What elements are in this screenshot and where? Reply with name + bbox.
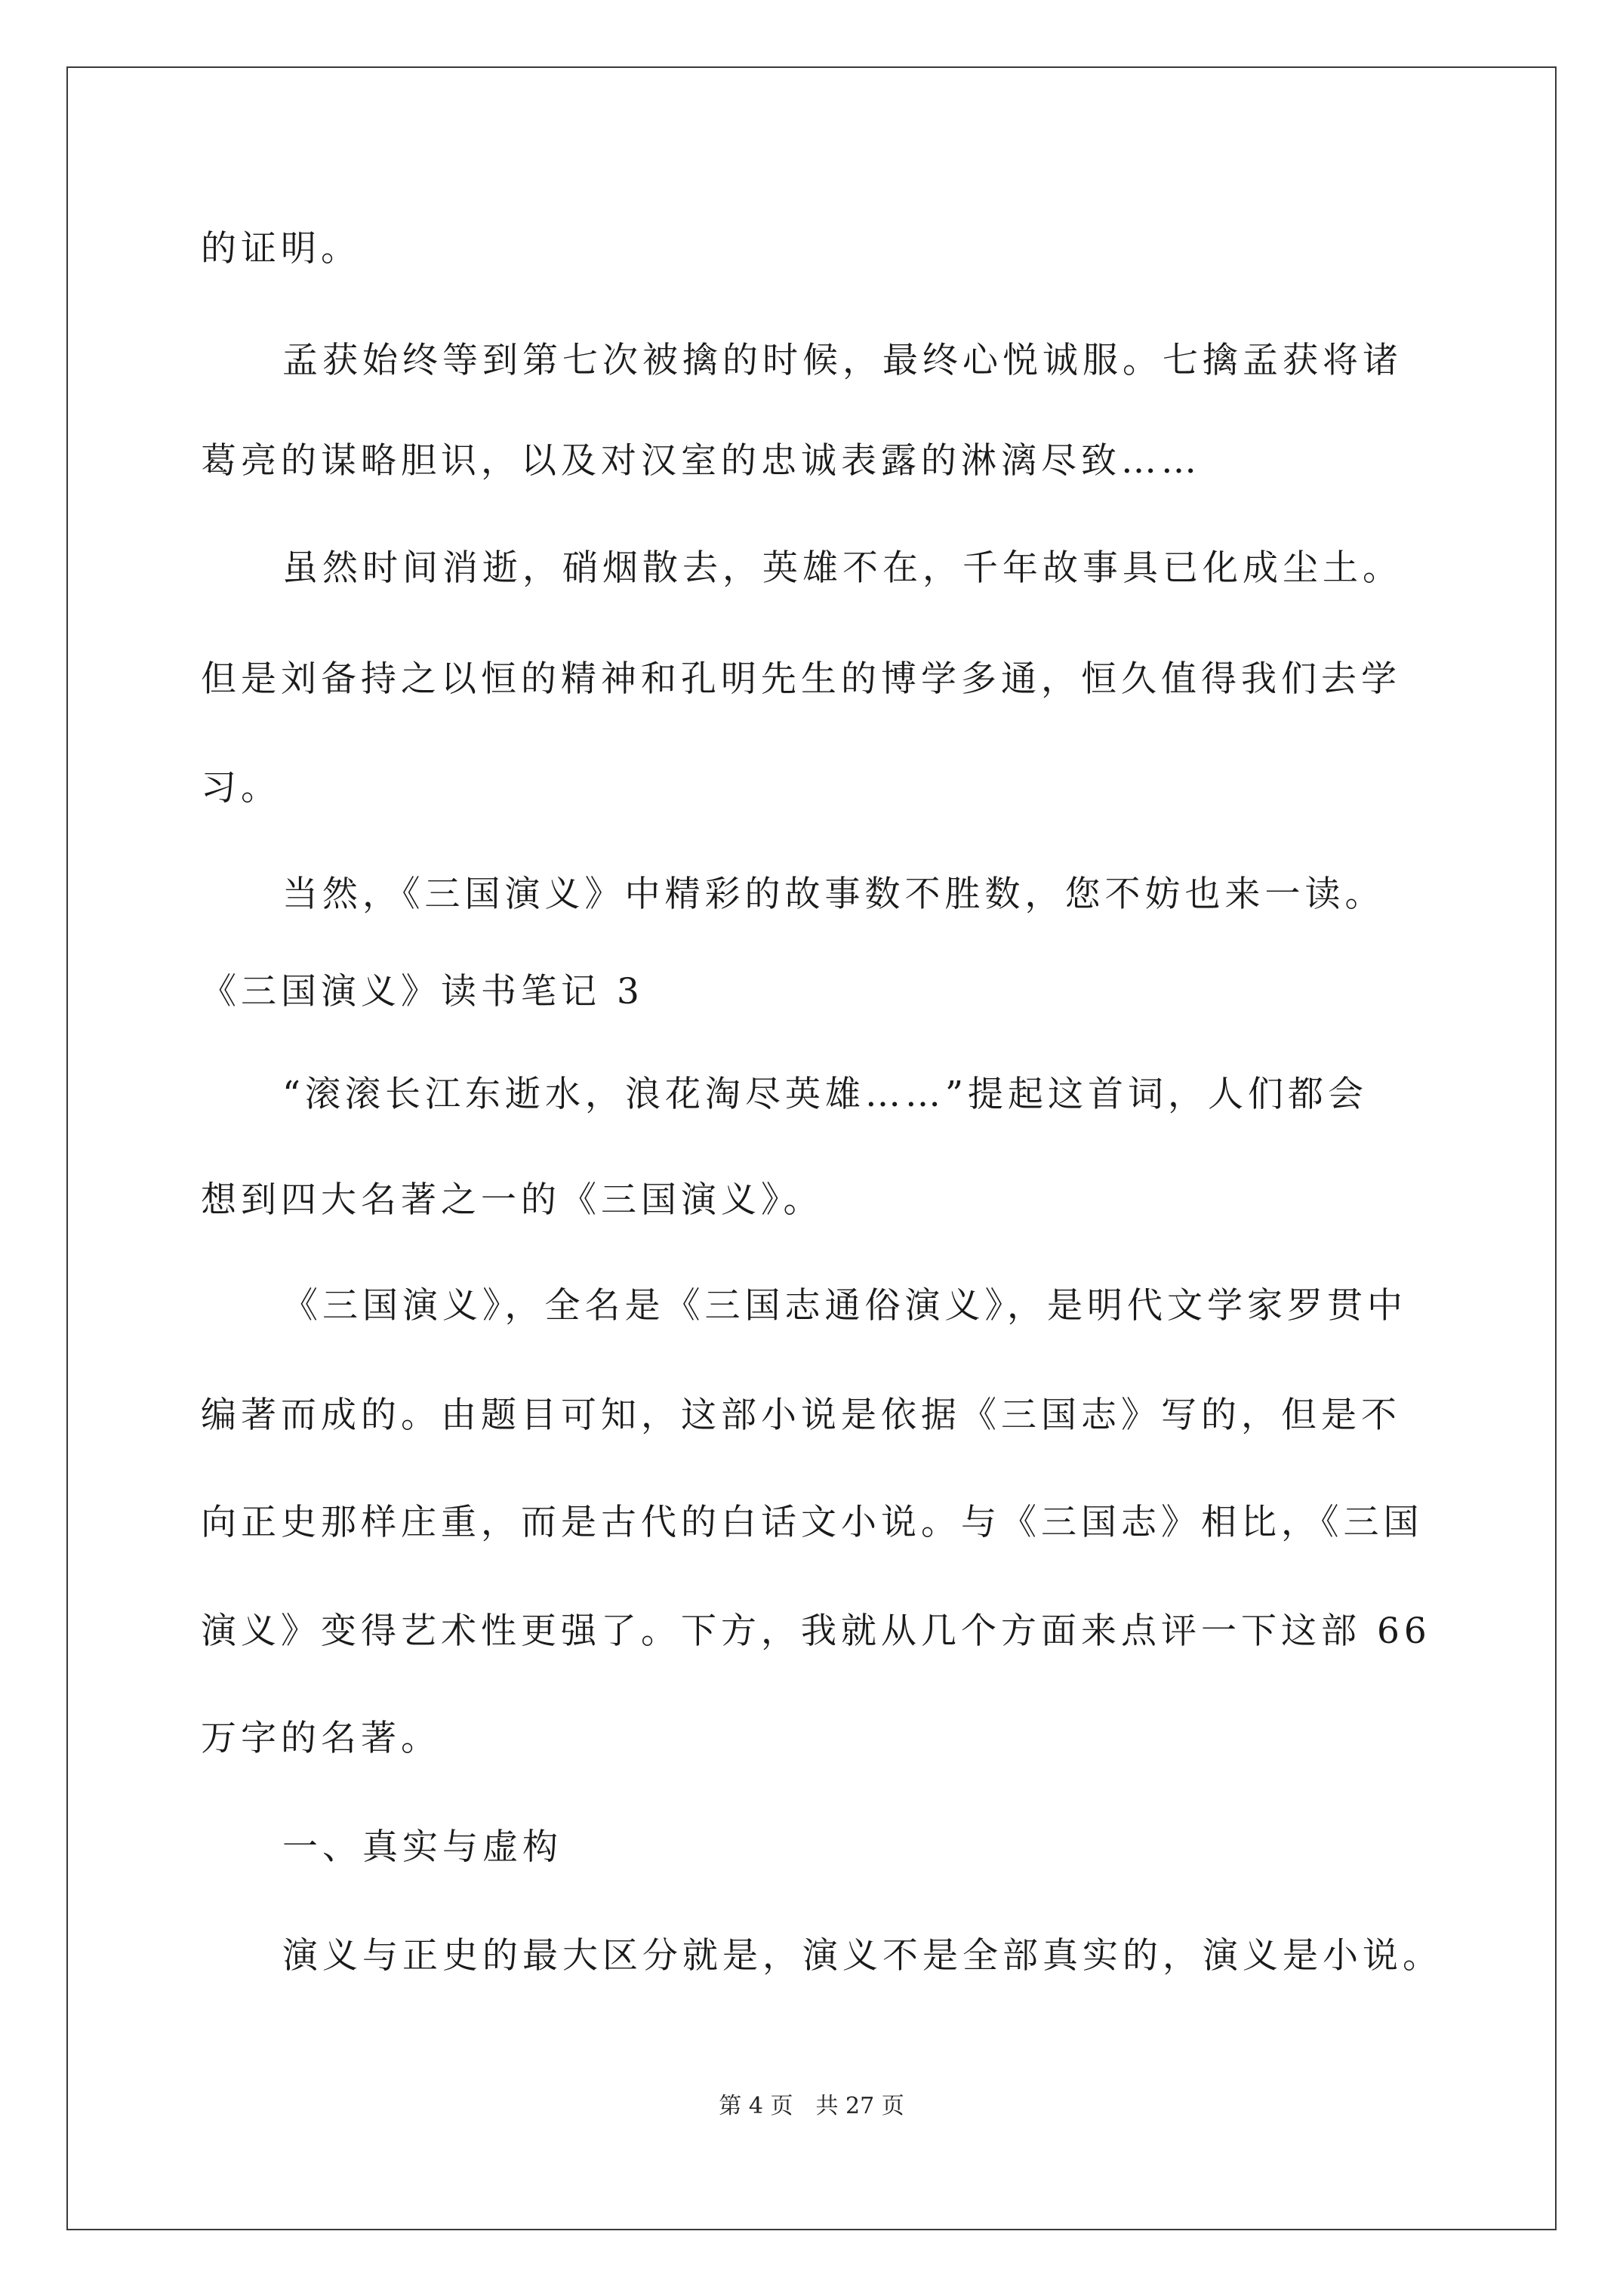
text-line: 习。 bbox=[201, 767, 281, 809]
paragraph-line: 孟获始终等到第七次被擒的时候，最终心悦诚服。七擒孟获将诸 bbox=[282, 340, 1403, 381]
text-line: 演义》变得艺术性更强了。下方，我就从几个方面来点评一下这部 66 bbox=[201, 1610, 1431, 1652]
text-line: 葛亮的谋略胆识，以及对汉室的忠诚表露的淋漓尽致…… bbox=[201, 440, 1201, 482]
text-line: 想到四大名著之一的《三国演义》。 bbox=[201, 1179, 824, 1221]
text-line: 但是刘备持之以恒的精神和孔明先生的博学多通，恒久值得我们去学 bbox=[201, 658, 1401, 700]
paragraph-line: “滚滚长江东逝水，浪花淘尽英雄……”提起这首词，人们都会 bbox=[282, 1074, 1369, 1115]
paragraph-line: 《三国演义》，全名是《三国志通俗演义》，是明代文学家罗贯中 bbox=[282, 1285, 1407, 1327]
text-line: 的证明。 bbox=[201, 228, 361, 270]
section-heading: 《三国演义》读书笔记 3 bbox=[201, 971, 644, 1012]
paragraph-line: 虽然时间消逝，硝烟散去，英雄不在，千年故事具已化成尘土。 bbox=[282, 547, 1403, 589]
text-line: 编著而成的。由题目可知，这部小说是依据《三国志》写的，但是不 bbox=[201, 1395, 1401, 1436]
paragraph-line: 演义与正史的最大区分就是，演义不是全部真实的，演义是小说。 bbox=[282, 1935, 1443, 1977]
page-border bbox=[66, 66, 1557, 2230]
page-number: 第 4 页 共 27 页 bbox=[719, 2093, 904, 2119]
text-line: 万字的名著。 bbox=[201, 1718, 441, 1759]
subsection-heading: 一、真实与虚构 bbox=[282, 1826, 562, 1868]
paragraph-line: 当然，《三国演义》中精彩的故事数不胜数，您不妨也来一读。 bbox=[282, 874, 1385, 915]
text-line: 向正史那样庄重，而是古代的白话文小说。与《三国志》相比，《三国 bbox=[201, 1502, 1424, 1543]
